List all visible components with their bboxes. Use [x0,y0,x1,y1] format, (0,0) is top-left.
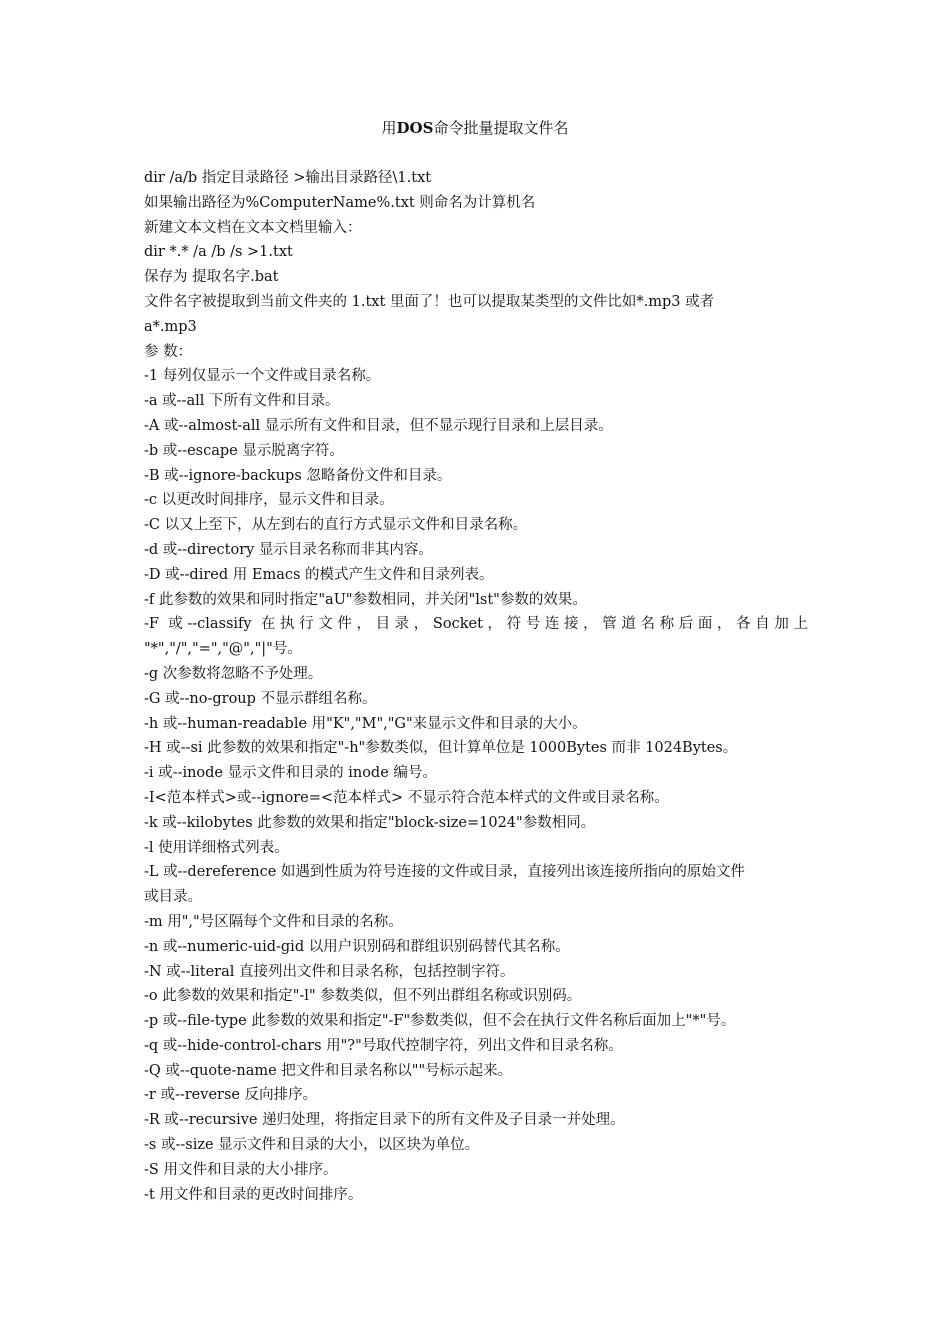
text-line: -t 用文件和目录的更改时间排序。 [144,1186,363,1203]
text-line: -I<范本样式>或--ignore=<范本样式> 不显示符合范本样式的文件或目录名称。 [144,789,669,806]
text-line: -l 使用详细格式列表。 [144,839,289,856]
text-line: 文件名字被提取到当前文件夹的 1.txt 里面了！也可以提取某类型的文件比如*.mp3 或者 [144,293,715,310]
text-line: 参 数： [144,343,193,360]
text-line: -m 用","号区隔每个文件和目录的名称。 [144,913,403,930]
text-line: -i 或--inode 显示文件和目录的 inode 编号。 [144,765,437,782]
text-line: 如果输出路径为%ComputerName%.txt 则命名为计算机名 [144,194,536,211]
text-line: -C 以又上至下，从左到右的直行方式显示文件和目录名称。 [144,517,528,534]
text-line: -q 或--hide-control-chars 用"?"号取代控制字符，列出文件和目录名称。 [144,1037,623,1054]
text-line: -c 以更改时间排序，显示文件和目录。 [144,492,394,509]
text-line: -G 或--no-group 不显示群组名称。 [144,690,377,707]
text-line: -D 或--dired 用 Emacs 的模式产生文件和目录列表。 [144,566,494,583]
text-line: dir /a/b 指定目录路径 >输出目录路径\1.txt [144,170,432,186]
text-line: -H 或--si 此参数的效果和指定"-h"参数类似，但计算单位是 1000Bytes 而非 1024Bytes。 [144,740,738,757]
document-body [144,166,808,1207]
title-prefix: 用 [381,119,397,137]
text-line: a*.mp3 [144,318,197,335]
text-line: -h 或--human-readable 用"K","M","G"来显示文件和目录的大小。 [144,715,587,732]
text-line: -b 或--escape 显示脱离字符。 [144,442,344,459]
text-line: 或目录。 [144,889,202,906]
title-suffix: 命令批量提取文件名 [433,119,569,137]
text-line: -g 次参数将忽略不予处理。 [144,665,323,682]
text-line: -n 或--numeric-uid-gid 以用户识别码和群组识别码替代其名称。 [144,938,570,955]
text-line: -B 或--ignore-backups 忽略备份文件和目录。 [144,467,452,484]
text-line: -S 用文件和目录的大小排序。 [144,1161,338,1178]
text-line: -d 或--directory 显示目录名称而非其内容。 [144,541,433,558]
text-line: dir *.* /a /b /s >1.txt [144,244,293,261]
text-line: -a 或--all 下所有文件和目录。 [144,393,340,410]
text-line: -f 此参数的效果和同时指定"aU"参数相同，并关闭"lst"参数的效果。 [144,591,587,608]
text-line: -1 每列仅显示一个文件或目录名称。 [144,368,381,385]
text-line: -o 此参数的效果和指定"-l" 参数类似，但不列出群组名称或识别码。 [144,988,582,1005]
text-line: "*","/","=","@","|"号。 [144,641,302,658]
text-line: -N 或--literal 直接列出文件和目录名称，包括控制字符。 [144,963,515,980]
title-bold-text: DOS [396,119,434,137]
text-line: -L 或--dereference 如遇到性质为符号连接的文件或目录，直接列出该连接所指向的原始文件 [144,864,745,881]
text-line: -s 或--size 显示文件和目录的大小，以区块为单位。 [144,1137,480,1154]
text-line: -A 或--almost-all 显示所有文件和目录，但不显示现行目录和上层目录。 [144,417,613,434]
document-title [0,116,950,140]
text-line: -R 或--recursive 递归处理，将指定目录下的所有文件及子目录一并处理。 [144,1112,625,1129]
text-line: 保存为 提取名字.bat [144,269,279,286]
text-line: -r 或--reverse 反向排序。 [144,1087,318,1104]
text-line: -F 或--classify 在执行文件，目录，Socket，符号连接，管道名称后面，各自加上 [144,616,808,633]
text-line: 新建文本文档在文本文档里输入： [144,219,362,236]
text-line: -k 或--kilobytes 此参数的效果和指定"block-size=1024"参数相同。 [144,814,596,831]
text-line: -p 或--file-type 此参数的效果和指定"-F"参数类似，但不会在执行文件名称后面加上"*"号。 [144,1013,736,1030]
text-line: -Q 或--quote-name 把文件和目录名称以""号标示起来。 [144,1062,513,1079]
